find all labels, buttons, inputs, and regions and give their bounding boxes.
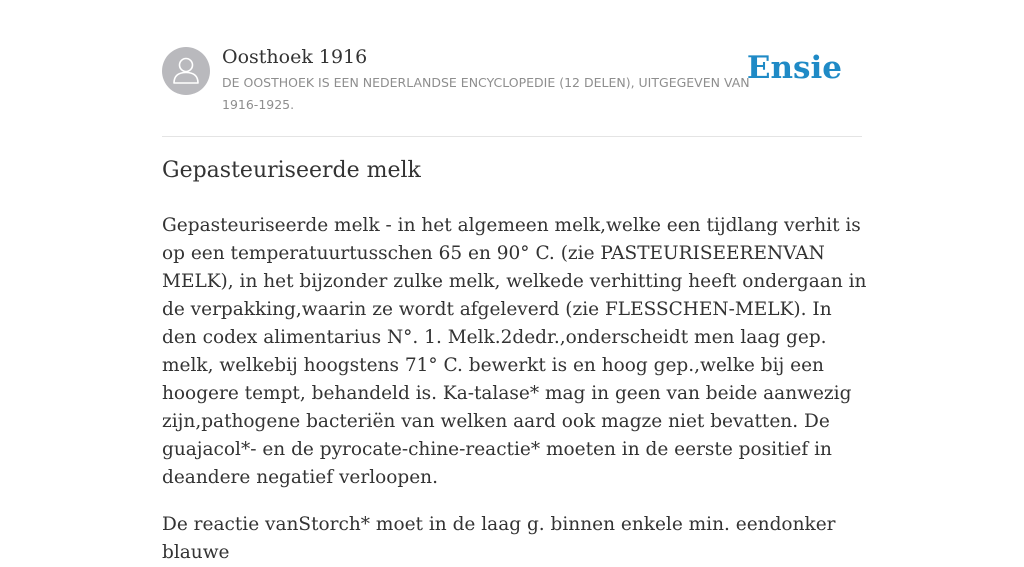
user-icon — [162, 47, 210, 95]
author-header — [162, 44, 862, 137]
author-description: DE OOSTHOEK IS EEN NEDERLANDSE ENCYCLOPEDIE (12 DELEN), UITGEGEVEN VAN 1916-1925. — [222, 75, 750, 112]
author-name[interactable]: Oosthoek 1916 — [222, 46, 368, 68]
author-avatar[interactable] — [162, 47, 210, 95]
brand-logo[interactable]: Ensie — [746, 50, 842, 86]
article-body — [162, 212, 872, 567]
article-title: Gepasteuriseerde melk — [162, 158, 421, 183]
article-paragraph: De reactie vanStorch* moet in de laag g. binnen enkele min. eendonker blauwe — [162, 514, 836, 563]
article-paragraph: Gepasteuriseerde melk - in het algemeen melk,welke een tijdlang verhit is op een temperatuurtusschen 65 en 90° C. (zie PASTEURISEERENVAN MELK), in het bijzonder zulke melk, welkede verhitting heeft ondergaan in de verpakking,waarin ze wordt afgeleverd (zie FLESSCHEN-MELK). In den codex alimentarius N°. 1. Melk.2dedr.,onderscheidt men laag gep. melk, welkebij hoogstens 71° C. bewerkt is en hoog gep.,welke bij een hoogere tempt, behandeld is. Ka-talase* mag in geen van beide aanwezig zijn,pathogene bacteriën van welken aard ook magze niet bevatten. De guajacol*- en de pyrocate-chine-reactie* moeten in de eerste positief in deandere negatief verloopen. — [162, 215, 867, 488]
